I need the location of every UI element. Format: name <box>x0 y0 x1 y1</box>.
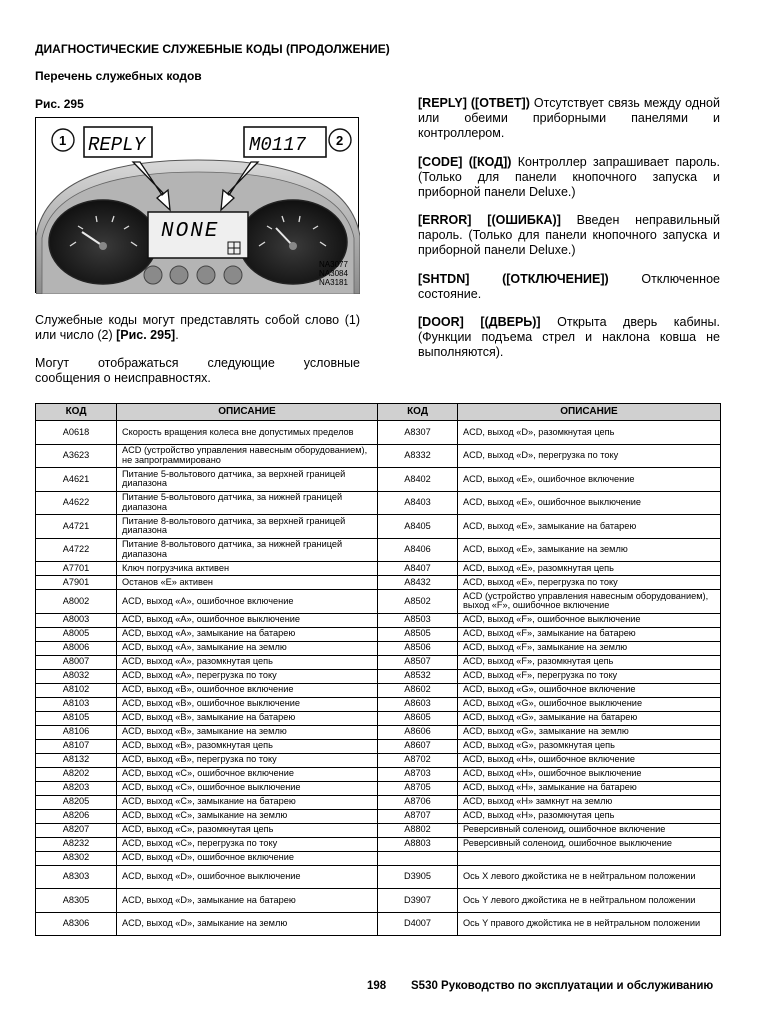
fault-messages-intro <box>35 356 360 386</box>
message-code: [CODE] ([КОД]) <box>418 155 512 169</box>
code-cell: A8532 <box>378 669 458 683</box>
description-cell: ACD, выход «A», перегрузка по току <box>117 669 378 683</box>
table-row <box>36 669 721 683</box>
description-cell: Питание 8-вольтового датчика, за нижней границей диапазона <box>117 538 378 562</box>
code-cell: A8606 <box>378 725 458 739</box>
instrument-panel-illustration <box>36 118 360 294</box>
code-cell: A8603 <box>378 697 458 711</box>
description-cell: ACD, выход «A», замыкание на землю <box>117 641 378 655</box>
message-code: [REPLY] ([ОТВЕТ]) <box>418 96 530 110</box>
figure-reference: [Рис. 295] <box>116 328 176 342</box>
description-cell: ACD, выход «F», разомкнутая цепь <box>458 655 721 669</box>
table-row <box>36 889 721 913</box>
table-row <box>36 795 721 809</box>
code-cell: A8502 <box>378 590 458 614</box>
service-codes-table <box>35 403 721 936</box>
message-text: Отсутствует связь между одной или обеими приборными панелями и контроллером. <box>418 96 720 140</box>
description-cell: ACD, выход «C», перегрузка по току <box>117 837 378 851</box>
code-cell: A8705 <box>378 781 458 795</box>
description-cell: Реверсивный соленоид, ошибочное выключение <box>458 837 721 851</box>
code-cell: A8702 <box>378 753 458 767</box>
description-cell: ACD, выход «E», замыкание на землю <box>458 538 721 562</box>
description-cell: ACD, выход «C», ошибочное выключение <box>117 781 378 795</box>
code-cell: A8102 <box>36 683 117 697</box>
page-footer <box>367 980 713 992</box>
code-cell: D3905 <box>378 865 458 889</box>
table-row <box>36 491 721 515</box>
description-cell: ACD (устройство управления навесным оборудованием), не запрограммировано <box>117 444 378 468</box>
code-cell <box>378 851 458 865</box>
table-row <box>36 711 721 725</box>
code-cell: A8802 <box>378 823 458 837</box>
code-cell: A7701 <box>36 562 117 576</box>
description-cell: ACD, выход «D», замыкание на батарею <box>117 889 378 913</box>
table-body <box>36 421 721 936</box>
description-cell: ACD, выход «D», разомкнутая цепь <box>458 421 721 445</box>
code-cell: A8706 <box>378 795 458 809</box>
code-cell: A8506 <box>378 641 458 655</box>
description-cell: Ось Y левого джойстика не в нейтральном положении <box>458 889 721 913</box>
message-text: Введен неправильный пароль. (Только для панели кнопочного запуска и приборной панели Deluxe.) <box>418 213 721 257</box>
ref-code: NA3077 <box>319 260 348 269</box>
code-cell: A8607 <box>378 739 458 753</box>
code-cell: A8403 <box>378 491 458 515</box>
description-cell: ACD, выход «F», перегрузка по току <box>458 669 721 683</box>
message-error <box>418 213 720 258</box>
description-cell: ACD, выход «F», замыкание на батарею <box>458 627 721 641</box>
fault-intro-line2: сообщения о неисправностях. <box>35 371 211 385</box>
code-cell: A8703 <box>378 767 458 781</box>
description-cell: ACD, выход «E», замыкание на батарею <box>458 515 721 539</box>
fault-intro-line1: Могут отображаться следующие условные <box>35 356 360 370</box>
code-cell: D3907 <box>378 889 458 913</box>
display-word-text: REPLY <box>88 134 146 156</box>
table-row <box>36 538 721 562</box>
code-cell: A8005 <box>36 627 117 641</box>
description-cell: ACD, выход «G», замыкание на землю <box>458 725 721 739</box>
table-row <box>36 865 721 889</box>
code-cell: A8432 <box>378 576 458 590</box>
code-cell: A8306 <box>36 912 117 936</box>
display-number-text: M0117 <box>249 134 307 156</box>
description-cell: ACD, выход «E», ошибочное выключение <box>458 491 721 515</box>
instrument-panel-figure <box>35 117 359 293</box>
message-code-request <box>418 155 720 200</box>
center-display-text: NONE <box>161 220 220 243</box>
message-code: [ERROR] [(ОШИБКА)] <box>418 213 561 227</box>
message-text: Контроллер запрашивает пароль. (Только для панели кнопочного запуска и приборной панели Deluxe.) <box>418 155 720 199</box>
code-cell: A8202 <box>36 767 117 781</box>
table-row <box>36 641 721 655</box>
code-cell: A8205 <box>36 795 117 809</box>
description-cell: ACD, выход «B», ошибочное включение <box>117 683 378 697</box>
description-cell: ACD, выход «C», разомкнутая цепь <box>117 823 378 837</box>
intro-text: Служебные коды могут представлять собой слово (1) или число (2) <box>35 313 360 342</box>
message-text: Отключенное состояние. <box>418 272 720 301</box>
page-number: 198 <box>367 980 387 992</box>
code-cell: A8405 <box>378 515 458 539</box>
message-reply <box>418 96 720 141</box>
table-row <box>36 576 721 590</box>
table-row <box>36 683 721 697</box>
code-cell: A8107 <box>36 739 117 753</box>
description-cell: ACD, выход «B», замыкание на батарею <box>117 711 378 725</box>
description-cell: ACD, выход «G», замыкание на батарею <box>458 711 721 725</box>
code-cell: A4721 <box>36 515 117 539</box>
code-cell: A8602 <box>378 683 458 697</box>
description-cell: ACD, выход «A», ошибочное включение <box>117 590 378 614</box>
table-row <box>36 468 721 492</box>
code-cell: A8003 <box>36 613 117 627</box>
table-row <box>36 697 721 711</box>
table-row <box>36 590 721 614</box>
description-cell: Реверсивный соленоид, ошибочное включение <box>458 823 721 837</box>
message-shutdown <box>418 272 720 302</box>
message-door <box>418 315 720 360</box>
code-cell: A8302 <box>36 851 117 865</box>
table-header-row <box>36 404 721 421</box>
code-cell: D4007 <box>378 912 458 936</box>
table-row <box>36 613 721 627</box>
description-cell: ACD, выход «D», замыкание на землю <box>117 912 378 936</box>
code-cell: A8803 <box>378 837 458 851</box>
table-row <box>36 515 721 539</box>
description-cell: Останов «E» активен <box>117 576 378 590</box>
description-cell: Ключ погрузчика активен <box>117 562 378 576</box>
table-row <box>36 809 721 823</box>
description-cell: ACD, выход «G», разомкнутая цепь <box>458 739 721 753</box>
table-row <box>36 444 721 468</box>
page-title: ДИАГНОСТИЧЕСКИЕ СЛУЖЕБНЫЕ КОДЫ (ПРОДОЛЖЕНИЕ) <box>35 42 390 56</box>
table-row <box>36 851 721 865</box>
description-cell: ACD, выход «G», ошибочное включение <box>458 683 721 697</box>
code-cell: A8002 <box>36 590 117 614</box>
table-row <box>36 781 721 795</box>
description-cell <box>458 851 721 865</box>
message-text: Открыта дверь кабины. (Функции подъема стрел и наклона ковша не выполняются). <box>418 315 721 359</box>
callout-1: 1 <box>59 133 67 148</box>
table-row <box>36 837 721 851</box>
description-cell: Питание 8-вольтового датчика, за верхней границей диапазона <box>117 515 378 539</box>
description-cell: ACD, выход «H», ошибочное включение <box>458 753 721 767</box>
header-code: КОД <box>36 404 117 421</box>
code-cell: A8307 <box>378 421 458 445</box>
code-cell: A8505 <box>378 627 458 641</box>
code-cell: A8507 <box>378 655 458 669</box>
description-cell: ACD, выход «G», ошибочное выключение <box>458 697 721 711</box>
code-cell: A8105 <box>36 711 117 725</box>
code-cell: A8402 <box>378 468 458 492</box>
code-cell: A8406 <box>378 538 458 562</box>
description-cell: ACD, выход «A», замыкание на батарею <box>117 627 378 641</box>
code-cell: A8103 <box>36 697 117 711</box>
table-row <box>36 823 721 837</box>
description-cell: Ось Y правого джойстика не в нейтральном положении <box>458 912 721 936</box>
code-cell: A8232 <box>36 837 117 851</box>
code-cell: A8032 <box>36 669 117 683</box>
description-cell: ACD, выход «D», ошибочное выключение <box>117 865 378 889</box>
description-cell: ACD, выход «A», разомкнутая цепь <box>117 655 378 669</box>
table-row <box>36 912 721 936</box>
description-cell: ACD, выход «C», ошибочное включение <box>117 767 378 781</box>
code-cell: A7901 <box>36 576 117 590</box>
description-cell: ACD, выход «B», замыкание на землю <box>117 725 378 739</box>
service-code-intro <box>35 313 360 343</box>
intro-end: . <box>175 328 179 342</box>
description-cell: ACD, выход «E», ошибочное включение <box>458 468 721 492</box>
message-code: [DOOR] [(ДВЕРЬ)] <box>418 315 541 329</box>
message-code: [SHTDN] ([ОТКЛЮЧЕНИЕ]) <box>418 272 609 286</box>
table-row <box>36 655 721 669</box>
section-subtitle: Перечень служебных кодов <box>35 69 202 83</box>
ref-code: NA3084 <box>319 269 348 278</box>
code-cell: A8503 <box>378 613 458 627</box>
table-row <box>36 562 721 576</box>
description-cell: ACD, выход «C», замыкание на землю <box>117 809 378 823</box>
description-cell: ACD, выход «B», перегрузка по току <box>117 753 378 767</box>
code-cell: A8006 <box>36 641 117 655</box>
table-row <box>36 627 721 641</box>
code-cell: A8206 <box>36 809 117 823</box>
description-cell: ACD, выход «F», замыкание на землю <box>458 641 721 655</box>
code-cell: A4722 <box>36 538 117 562</box>
figure-reference-codes <box>319 260 348 287</box>
description-cell: ACD, выход «H», разомкнутая цепь <box>458 809 721 823</box>
callout-2: 2 <box>336 133 344 148</box>
description-cell: ACD (устройство управления навесным оборудованием), выход «F», ошибочное включение <box>458 590 721 614</box>
code-cell: A8203 <box>36 781 117 795</box>
table-row <box>36 753 721 767</box>
code-cell: A8605 <box>378 711 458 725</box>
code-cell: A8707 <box>378 809 458 823</box>
table-row <box>36 725 721 739</box>
table-row <box>36 421 721 445</box>
description-cell: ACD, выход «A», ошибочное выключение <box>117 613 378 627</box>
code-cell: A4621 <box>36 468 117 492</box>
code-cell: A8132 <box>36 753 117 767</box>
description-cell: Питание 5-вольтового датчика, за верхней границей диапазона <box>117 468 378 492</box>
description-cell: ACD, выход «H» замкнут на землю <box>458 795 721 809</box>
description-cell: ACD, выход «E», разомкнутая цепь <box>458 562 721 576</box>
description-cell: Скорость вращения колеса вне допустимых пределов <box>117 421 378 445</box>
description-cell: Ось X левого джойстика не в нейтральном положении <box>458 865 721 889</box>
description-cell: ACD, выход «C», замыкание на батарею <box>117 795 378 809</box>
description-cell: Питание 5-вольтового датчика, за нижней границей диапазона <box>117 491 378 515</box>
code-cell: A8407 <box>378 562 458 576</box>
manual-title: S530 Руководство по эксплуатации и обслуживанию <box>411 980 714 992</box>
description-cell: ACD, выход «B», разомкнутая цепь <box>117 739 378 753</box>
code-cell: A8332 <box>378 444 458 468</box>
description-cell: ACD, выход «H», замыкание на батарею <box>458 781 721 795</box>
table-row <box>36 767 721 781</box>
description-cell: ACD, выход «E», перегрузка по току <box>458 576 721 590</box>
ref-code: NA3181 <box>319 278 348 287</box>
description-cell: ACD, выход «D», перегрузка по току <box>458 444 721 468</box>
header-code: КОД <box>378 404 458 421</box>
code-cell: A8007 <box>36 655 117 669</box>
code-cell: A4622 <box>36 491 117 515</box>
code-cell: A8106 <box>36 725 117 739</box>
code-cell: A0618 <box>36 421 117 445</box>
code-cell: A8305 <box>36 889 117 913</box>
code-cell: A8303 <box>36 865 117 889</box>
header-description: ОПИСАНИЕ <box>117 404 378 421</box>
description-cell: ACD, выход «H», ошибочное выключение <box>458 767 721 781</box>
figure-label: Рис. 295 <box>35 97 84 111</box>
description-cell: ACD, выход «F», ошибочное выключение <box>458 613 721 627</box>
header-description: ОПИСАНИЕ <box>458 404 721 421</box>
code-cell: A3623 <box>36 444 117 468</box>
table-row <box>36 739 721 753</box>
description-cell: ACD, выход «D», ошибочное включение <box>117 851 378 865</box>
description-cell: ACD, выход «B», ошибочное выключение <box>117 697 378 711</box>
code-cell: A8207 <box>36 823 117 837</box>
